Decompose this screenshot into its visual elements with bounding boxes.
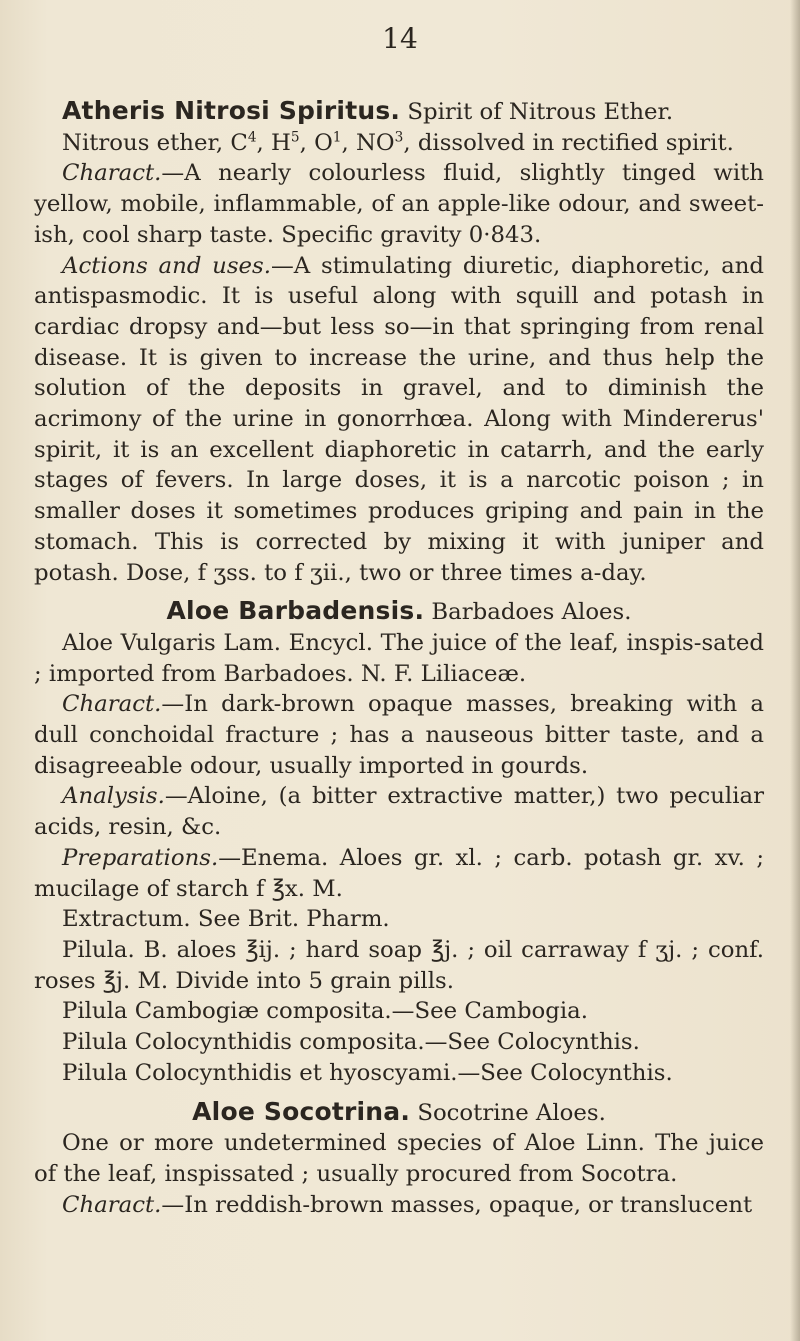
entry-barbadensis-pilula-colocynthidis-hyoscyami: Pilula Colocynthidis et hyoscyami.—See Colocynthis. [62,1059,673,1086]
page-edge-shadow [790,0,800,1341]
charact-text: —In reddish-brown masses, opaque, or translucent [161,1191,753,1218]
actions-text: —A stimulating diuretic, diaphoretic, and antispasmodic. It is useful along with squill and potash in cardiac dropsy and—but less so—in that springing from renal disease. It is given to increase the urine, and thus help the solution of the deposits in gravel, and to diminish the acrimony of the urine in gonorrhœa. Along with Mindererus' spirit, it is an excellent diaphoretic in catarrh, and the early stages of fevers. In large doses, it is a narcotic poison ; in smaller doses it sometimes produces griping and pain in the stomach. This is corrected by mixing it with juniper and potash. Dose, f ʒss. to f ʒii., two or three times a-day. [34,252,764,586]
formula-o-sub: 1 [332,129,342,146]
entry-atheris-formula [34,128,764,159]
entry-barbadensis-charact [34,689,764,781]
entry-english-socotrina: Socotrine Aloes. [410,1099,606,1126]
entry-title-barbadensis: Aloe Barbadensis. [166,596,425,626]
preparations-text: —Enema. Aloes gr. xl. ; carb. potash gr. xv. ; mucilage of starch f ℥x. M. [34,844,764,902]
formula-prefix: Nitrous ether, C [62,129,248,156]
entry-socotrina-charact [34,1190,764,1221]
entry-atheris-actions [34,251,764,589]
entry-barbadensis-pilula: Pilula. B. aloes ℥ij. ; hard soap ℥j. ; oil carraway f ʒj. ; conf. roses ℥j. M. Divide into 5 grain pills. [34,936,764,994]
entry-barbadensis-heading-line [34,596,764,628]
page-number: 14 [382,22,418,55]
charact-label: Charact. [62,1191,162,1218]
entry-socotrina-source: One or more undetermined species of Aloe Linn. The juice of the leaf, inspissated ; usually procured from Socotra. [34,1130,764,1187]
charact-label: Charact. [62,691,162,718]
entry-title-socotrina: Aloe Socotrina. [192,1096,411,1126]
formula-no-sep: , NO [341,129,395,156]
preparations-label: Preparations. [62,844,219,871]
formula-no-sub: 3 [394,129,404,146]
formula-suffix: , dissolved in rectified spirit. [403,129,734,156]
entry-socotrina-heading-line [34,1097,764,1129]
entry-barbadensis-pilula-cambogiae: Pilula Cambogiæ composita.—See Cambogia. [62,998,589,1025]
analysis-text: —Aloine, (a bitter extractive matter,) two peculiar acids, resin, &c. [34,783,764,841]
formula-h-sep: , H [256,129,291,156]
analysis-label: Analysis. [62,783,165,810]
entry-barbadensis-analysis [34,781,764,842]
entry-english-atheris: Spirit of Nitrous Ether. [400,99,674,125]
actions-label: Actions and uses. [62,252,271,279]
charact-text: —A nearly colourless fluid, slightly tinged with yellow, mobile, inflammable, of an apple-like odour, and sweet-ish, cool sharp taste. Specific gravity 0·843. [34,160,764,248]
entry-english-barbadensis: Barbadoes Aloes. [424,599,632,626]
entry-title-atheris: Atheris Nitrosi Spiritus. [62,96,401,125]
entry-atheris-charact [34,158,764,250]
charact-label: Charact. [62,160,162,187]
entry-barbadensis-extractum: Extractum. See Brit. Pharm. [62,906,390,933]
formula-c-sub: 4 [247,129,257,146]
charact-text: —In dark-brown opaque masses, breaking with a dull conchoidal fracture ; has a nauseous bitter taste, and a disagreeable odour, usually imported in gourds. [34,691,764,779]
page-body [34,96,764,1220]
entry-barbadensis-source: Aloe Vulgaris Lam. Encycl. The juice of the leaf, inspis-sated ; imported from Barbadoes. N. F. Liliaceæ. [34,629,764,687]
entry-atheris-heading-line [34,96,764,128]
formula-o-sep: , O [299,129,333,156]
entry-barbadensis-preparations [34,843,764,904]
formula-h-sub: 5 [290,129,300,146]
entry-barbadensis-pilula-colocynthidis: Pilula Colocynthidis composita.—See Colocynthis. [62,1029,640,1056]
